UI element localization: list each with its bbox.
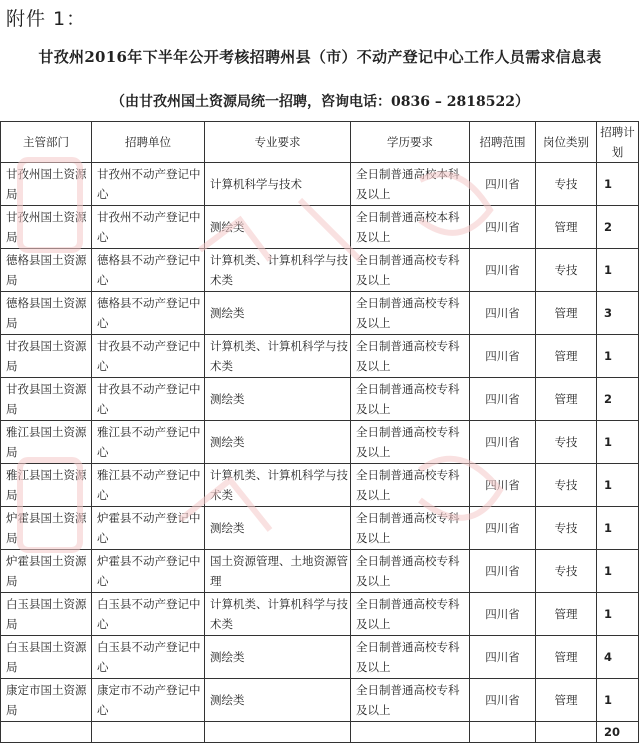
col-header-plan: 招聘计划 [597, 122, 639, 163]
cell-edu: 全日制普通高校专科及以上 [351, 507, 470, 550]
cell-edu: 全日制普通高校专科及以上 [351, 593, 470, 636]
table-row [1, 464, 639, 507]
cell-cat: 专技 [536, 550, 597, 593]
cell-unit: 德格县不动产登记中心 [92, 292, 205, 335]
cell-scope: 四川省 [470, 378, 536, 421]
cell-cat: 管理 [536, 335, 597, 378]
cell-major: 计算机类、计算机科学与技术类 [205, 464, 351, 507]
cell-unit: 白玉县不动产登记中心 [92, 593, 205, 636]
empty-cell [92, 722, 205, 743]
cell-edu: 全日制普通高校专科及以上 [351, 378, 470, 421]
table-row [1, 335, 639, 378]
cell-plan: 1 [597, 507, 639, 550]
cell-unit: 康定市不动产登记中心 [92, 679, 205, 722]
cell-edu: 全日制普通高校专科及以上 [351, 636, 470, 679]
total-plan: 20 [597, 722, 639, 743]
total-row [1, 722, 639, 743]
table-row [1, 636, 639, 679]
cell-major: 测绘类 [205, 378, 351, 421]
col-header-edu: 学历要求 [351, 122, 470, 163]
col-header-dept: 主管部门 [1, 122, 92, 163]
cell-unit: 雅江县不动产登记中心 [92, 421, 205, 464]
cell-dept: 雅江县国土资源局 [1, 421, 92, 464]
cell-dept: 甘孜州国土资源局 [1, 163, 92, 206]
cell-cat: 专技 [536, 421, 597, 464]
empty-cell [351, 722, 470, 743]
empty-cell [470, 722, 536, 743]
cell-dept: 雅江县国土资源局 [1, 464, 92, 507]
cell-dept: 甘孜县国土资源局 [1, 335, 92, 378]
cell-plan: 4 [597, 636, 639, 679]
cell-unit: 甘孜县不动产登记中心 [92, 335, 205, 378]
empty-cell [536, 722, 597, 743]
cell-cat: 专技 [536, 464, 597, 507]
cell-dept: 德格县国土资源局 [1, 249, 92, 292]
cell-dept: 炉霍县国土资源局 [1, 507, 92, 550]
cell-cat: 管理 [536, 206, 597, 249]
cell-unit: 白玉县不动产登记中心 [92, 636, 205, 679]
cell-plan: 1 [597, 593, 639, 636]
cell-unit: 甘孜州不动产登记中心 [92, 206, 205, 249]
cell-plan: 1 [597, 421, 639, 464]
cell-plan: 1 [597, 249, 639, 292]
cell-scope: 四川省 [470, 206, 536, 249]
cell-edu: 全日制普通高校本科及以上 [351, 206, 470, 249]
cell-scope: 四川省 [470, 292, 536, 335]
table-row [1, 679, 639, 722]
recruitment-table [0, 121, 639, 743]
cell-scope: 四川省 [470, 593, 536, 636]
cell-plan: 2 [597, 378, 639, 421]
col-header-major: 专业要求 [205, 122, 351, 163]
cell-edu: 全日制普通高校本科及以上 [351, 163, 470, 206]
cell-major: 测绘类 [205, 679, 351, 722]
empty-cell [1, 722, 92, 743]
cell-scope: 四川省 [470, 163, 536, 206]
table-row [1, 206, 639, 249]
cell-plan: 3 [597, 292, 639, 335]
cell-edu: 全日制普通高校专科及以上 [351, 292, 470, 335]
cell-unit: 德格县不动产登记中心 [92, 249, 205, 292]
cell-major: 测绘类 [205, 206, 351, 249]
cell-major: 计算机科学与技术 [205, 163, 351, 206]
cell-edu: 全日制普通高校专科及以上 [351, 679, 470, 722]
cell-edu: 全日制普通高校专科及以上 [351, 464, 470, 507]
cell-plan: 1 [597, 464, 639, 507]
cell-scope: 四川省 [470, 335, 536, 378]
cell-dept: 甘孜州国土资源局 [1, 206, 92, 249]
table-row [1, 292, 639, 335]
cell-scope: 四川省 [470, 679, 536, 722]
cell-unit: 甘孜州不动产登记中心 [92, 163, 205, 206]
table-row [1, 249, 639, 292]
cell-edu: 全日制普通高校专科及以上 [351, 249, 470, 292]
cell-plan: 1 [597, 163, 639, 206]
cell-cat: 管理 [536, 679, 597, 722]
cell-unit: 雅江县不动产登记中心 [92, 464, 205, 507]
cell-major: 国土资源管理、土地资源管理 [205, 550, 351, 593]
cell-dept: 康定市国土资源局 [1, 679, 92, 722]
cell-cat: 管理 [536, 378, 597, 421]
cell-major: 计算机类、计算机科学与技术类 [205, 335, 351, 378]
attachment-label: 附件 1： [6, 8, 87, 30]
cell-edu: 全日制普通高校专科及以上 [351, 550, 470, 593]
cell-major: 测绘类 [205, 636, 351, 679]
cell-major: 计算机类、计算机科学与技术类 [205, 593, 351, 636]
cell-dept: 白玉县国土资源局 [1, 593, 92, 636]
col-header-unit: 招聘单位 [92, 122, 205, 163]
cell-scope: 四川省 [470, 421, 536, 464]
table-row [1, 593, 639, 636]
cell-cat: 专技 [536, 163, 597, 206]
cell-unit: 炉霍县不动产登记中心 [92, 507, 205, 550]
cell-dept: 甘孜县国土资源局 [1, 378, 92, 421]
cell-cat: 管理 [536, 593, 597, 636]
cell-cat: 专技 [536, 249, 597, 292]
table-row [1, 507, 639, 550]
empty-cell [205, 722, 351, 743]
col-header-scope: 招聘范围 [470, 122, 536, 163]
cell-unit: 炉霍县不动产登记中心 [92, 550, 205, 593]
cell-major: 测绘类 [205, 292, 351, 335]
cell-scope: 四川省 [470, 550, 536, 593]
table-row [1, 163, 639, 206]
cell-edu: 全日制普通高校专科及以上 [351, 335, 470, 378]
document-subtitle: （由甘孜州国土资源局统一招聘，咨询电话：0836 – 2818522） [111, 94, 529, 110]
cell-cat: 管理 [536, 292, 597, 335]
cell-major: 测绘类 [205, 421, 351, 464]
document-title: 甘孜州2016年下半年公开考核招聘州县（市）不动产登记中心工作人员需求信息表 [38, 48, 602, 66]
cell-dept: 德格县国土资源局 [1, 292, 92, 335]
cell-plan: 2 [597, 206, 639, 249]
table-row [1, 378, 639, 421]
cell-scope: 四川省 [470, 636, 536, 679]
cell-plan: 1 [597, 679, 639, 722]
cell-cat: 管理 [536, 636, 597, 679]
cell-cat: 专技 [536, 507, 597, 550]
col-header-category: 岗位类别 [536, 122, 597, 163]
cell-scope: 四川省 [470, 507, 536, 550]
table-row [1, 550, 639, 593]
cell-plan: 1 [597, 335, 639, 378]
cell-dept: 炉霍县国土资源局 [1, 550, 92, 593]
cell-edu: 全日制普通高校专科及以上 [351, 421, 470, 464]
cell-major: 测绘类 [205, 507, 351, 550]
table-header-row [1, 122, 639, 163]
table-row [1, 421, 639, 464]
cell-unit: 甘孜县不动产登记中心 [92, 378, 205, 421]
cell-dept: 白玉县国土资源局 [1, 636, 92, 679]
cell-plan: 1 [597, 550, 639, 593]
cell-scope: 四川省 [470, 249, 536, 292]
cell-major: 计算机类、计算机科学与技术类 [205, 249, 351, 292]
cell-scope: 四川省 [470, 464, 536, 507]
